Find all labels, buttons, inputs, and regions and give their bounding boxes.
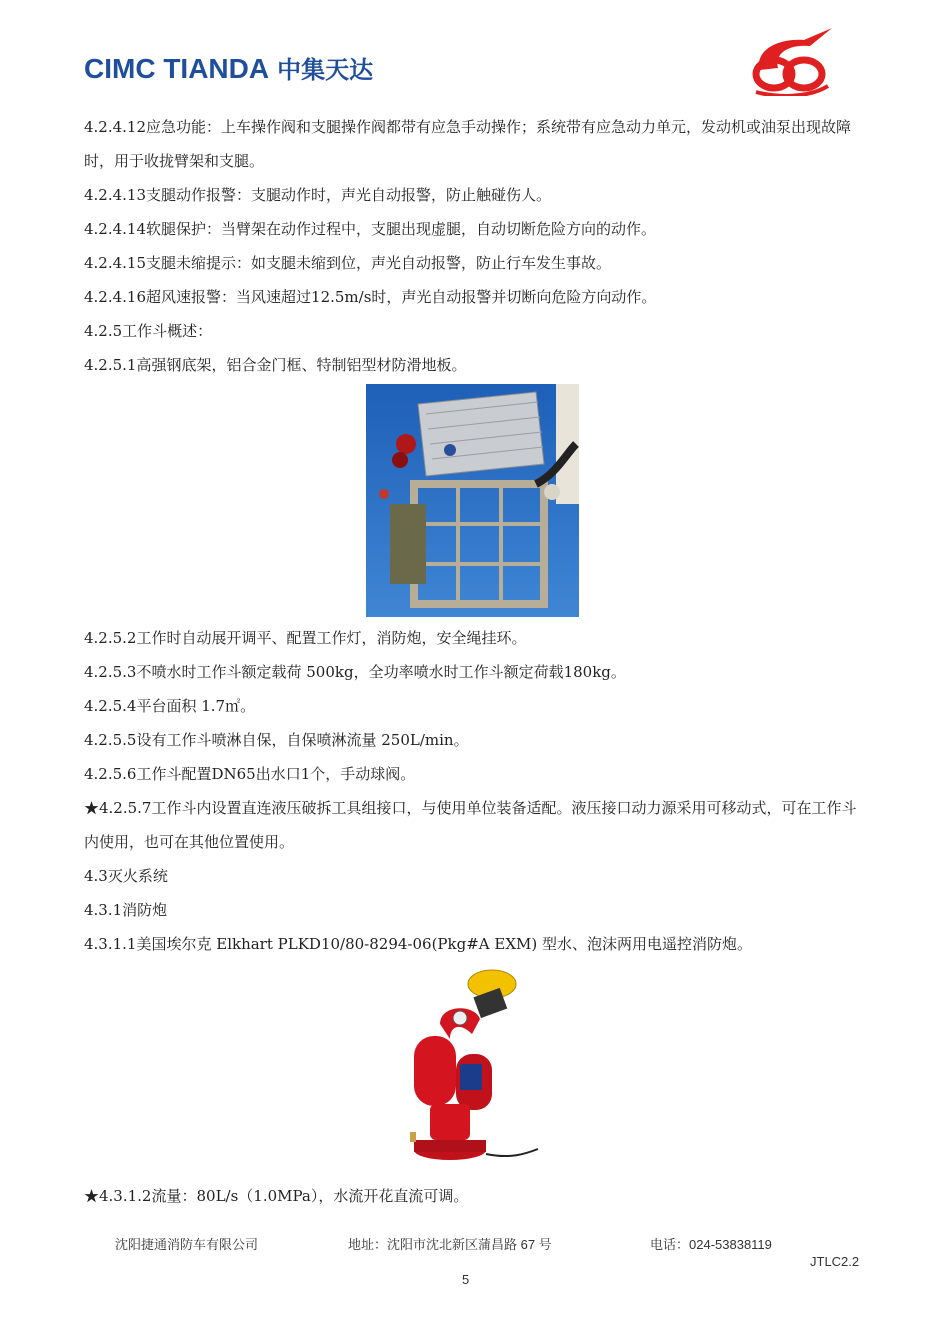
logo-text: CIMC TIANDA [84, 53, 270, 84]
document-code: JTLC2.2 [810, 1254, 860, 1269]
paragraph: 4.2.5.6工作斗配置DN65出水口1个，手动球阀。 [84, 765, 416, 783]
paragraph: ★4.3.1.2流量：80L/s（1.0MPa），水流开花直流可调。 [84, 1187, 469, 1205]
logo-text-cn: 中集天达 [277, 57, 374, 84]
paragraph: 4.2.5.4平台面积 1.7㎡。 [84, 697, 256, 715]
company-emblem-icon [748, 24, 838, 96]
paragraph: 4.2.4.15支腿未缩提示：如支腿未缩到位，声光自动报警，防止行车发生事故。 [84, 254, 612, 272]
paragraph: 4.2.4.12应急功能：上车操作阀和支腿操作阀都带有应急手动操作；系统带有应急动力单元，发动机或油泵出现故障时，用于收拢臂架和支腿。 [84, 118, 852, 170]
footer-address: 地址：沈阳市沈北新区蒲昌路 67 号 [348, 1237, 552, 1252]
paragraph: 4.2.5工作斗概述： [84, 322, 213, 340]
paragraph: 4.3.1.1美国埃尔克 Elkhart PLKD10/80-8294-06(Pkg#A EXM) 型水、泡沫两用电遥控消防炮。 [84, 935, 752, 953]
body-text-top [84, 110, 864, 382]
paragraph: 4.2.5.2工作时自动展开调平、配置工作灯，消防炮，安全绳挂环。 [84, 629, 527, 647]
page-number: 5 [462, 1272, 470, 1287]
body-text-bottom [84, 1179, 864, 1213]
paragraph: 4.2.5.3不喷水时工作斗额定载荷 500kg，全功率喷水时工作斗额定荷载180kg。 [84, 663, 626, 681]
company-logo [84, 50, 373, 85]
work-basket-photo [366, 384, 579, 617]
paragraph: 4.2.4.13支腿动作报警：支腿动作时，声光自动报警，防止触碰伤人。 [84, 186, 552, 204]
fire-monitor-photo [400, 964, 540, 1174]
body-text-middle [84, 621, 864, 961]
paragraph: 4.2.4.14软腿保护：当臂架在动作过程中，支腿出现虚腿，自动切断危险方向的动作。 [84, 220, 657, 238]
footer-company: 沈阳捷通消防车有限公司 [115, 1237, 259, 1252]
paragraph: 4.2.4.16超风速报警：当风速超过12.5m/s时，声光自动报警并切断向危险方向动作。 [84, 288, 657, 306]
footer-phone: 电话：024-53838119 [650, 1237, 772, 1252]
paragraph: 4.2.5.1高强钢底架，铝合金门框、特制铝型材防滑地板。 [84, 356, 467, 374]
paragraph: 4.3.1消防炮 [84, 901, 168, 919]
paragraph: 4.3灭火系统 [84, 867, 168, 885]
paragraph: 4.2.5.5设有工作斗喷淋自保，自保喷淋流量 250L/min。 [84, 731, 469, 749]
paragraph: ★4.2.5.7工作斗内设置直连液压破拆工具组接口，与使用单位装备适配。液压接口动力源采用可移动式，可在工作斗内使用，也可在其他位置使用。 [84, 799, 857, 851]
